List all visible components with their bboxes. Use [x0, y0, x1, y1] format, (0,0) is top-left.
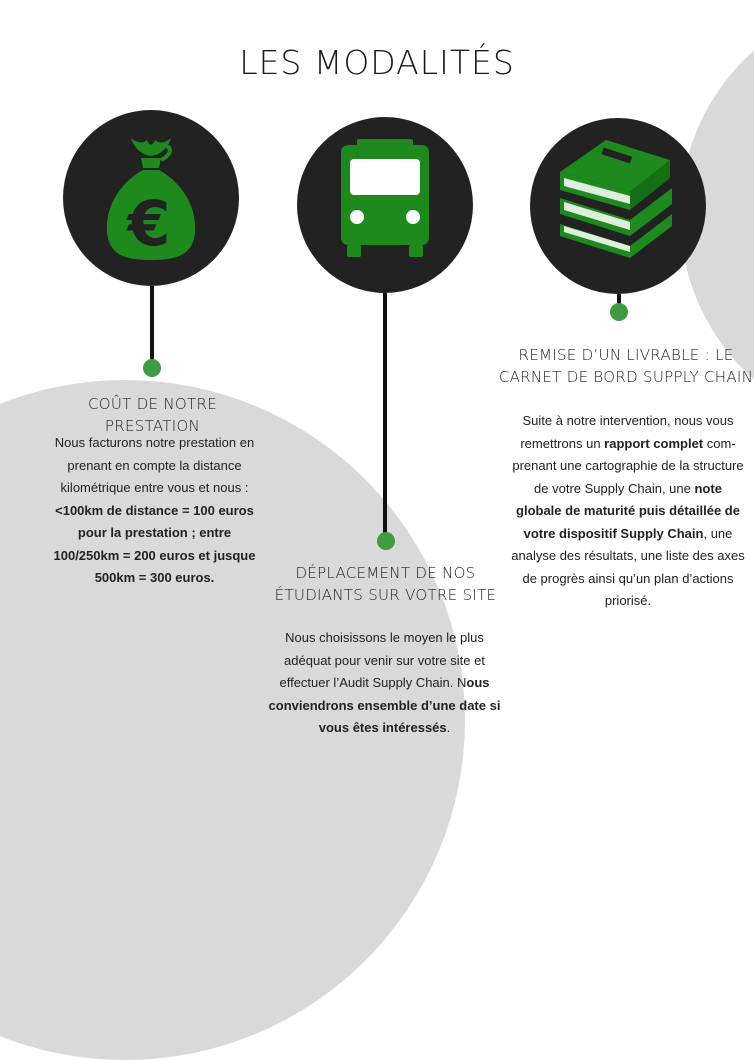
travel-connector-line	[383, 293, 387, 535]
svg-text:€: €	[127, 187, 171, 260]
deliverable-icon-circle	[530, 118, 706, 294]
cost-body: Nous facturons notre prestation en prenant en compte la distance kilométrique entre vous et nous : <100km de distance = 100 euros pour la prestation ; entre 100/250km = 200 euros et jusque 500km = 300 euros.	[53, 435, 256, 585]
travel-body: Nous choisissons le moyen le plus adéquat pour venir sur votre site et effectuer l’Audit Supply Chain. Nous conviendrons ensemble d’une date si vous êtes intéressés.	[268, 630, 501, 735]
books-icon	[530, 118, 706, 294]
deliverable-connector-dot	[610, 303, 628, 321]
cost-connector-line	[150, 286, 154, 362]
cost-icon-circle	[63, 110, 239, 286]
travel-heading: DÉPLACEMENT DE NOS ÉTUDIANTS SUR VOTRE SITE	[274, 564, 497, 604]
money-bag-euro-icon	[63, 110, 239, 286]
cost-connector-dot	[143, 359, 161, 377]
page-title: LES MODALITÉS	[239, 43, 515, 82]
travel-connector-dot	[377, 532, 395, 550]
deliverable-heading: REMISE D’UN LIVRABLE : LE CARNET DE BORD SUPPLY CHAIN	[498, 346, 754, 386]
travel-icon-circle	[297, 117, 473, 293]
cost-heading: COÛT DE NOTRE PRESTATION	[88, 395, 217, 435]
deliverable-body: Suite à notre intervention, nous vous remettrons un rapport complet com-prenant une cartographie de la structure de votre Supply Chain, une note globale de maturité puis détaillée de votre dispositif Supply Chain, une analyse des résultats, une liste des axes de progrès ainsi qu’un plan d’actions priorisé.	[511, 413, 745, 608]
bus-icon	[297, 117, 473, 293]
